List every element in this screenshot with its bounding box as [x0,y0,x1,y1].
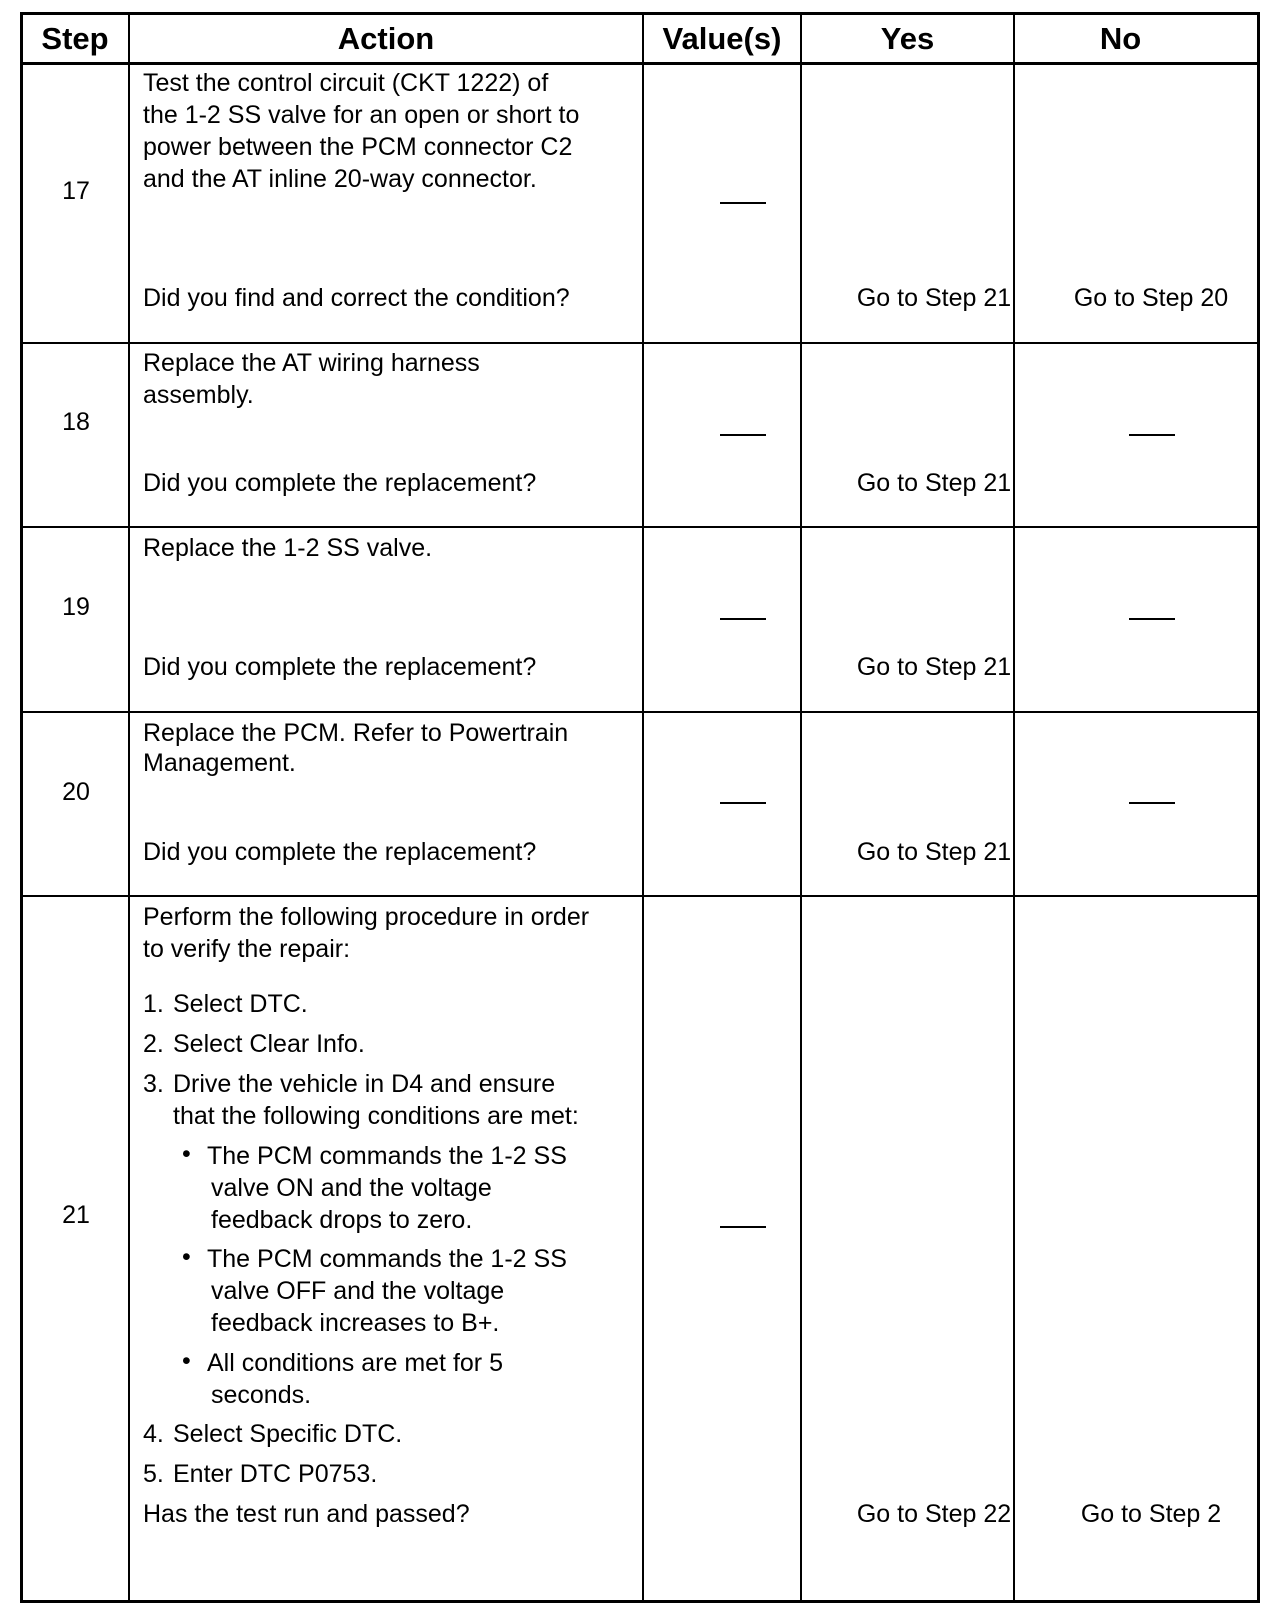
bullet-item: feedback drops to zero. [211,1206,473,1234]
bullet-icon: • [182,1243,191,1271]
step-number: 20 [62,778,90,806]
bullet-item: valve ON and the voltage [211,1174,492,1202]
bullet-item: The PCM commands the 1-2 SS [207,1245,567,1273]
header-step: Step [41,21,109,56]
list-item-number: 5. [143,1460,164,1488]
list-item: Select DTC. [173,990,308,1018]
bullet-item: feedback increases to B+. [211,1309,500,1337]
action-text: assembly. [143,381,254,409]
header-yes: Yes [880,21,935,56]
list-item: that the following conditions are met: [173,1102,579,1130]
yes-action: Go to Step 22 [856,1500,1012,1528]
header-values: Value(s) [662,21,782,56]
row-divider [20,895,1260,897]
value-dash [720,802,766,804]
action-question: Did you find and correct the condition? [143,284,570,312]
bullet-item: The PCM commands the 1-2 SS [207,1142,567,1170]
value-dash [720,618,766,620]
value-dash [720,202,766,204]
action-text: Replace the PCM. Refer to Powertrain [143,719,569,747]
row-divider [20,526,1260,528]
list-item: Select Clear Info. [173,1030,365,1058]
action-question: Did you complete the replacement? [143,838,537,866]
list-item: Enter DTC P0753. [173,1460,378,1488]
action-text: Test the control circuit (CKT 1222) of [143,69,549,97]
diagnostic-table [20,12,1260,1603]
no-action: Go to Step 20 [1073,284,1229,312]
bullet-icon: • [182,1140,191,1168]
value-dash [720,1226,766,1228]
row-divider [20,342,1260,344]
bullet-item: All conditions are met for 5 [207,1349,503,1377]
action-text: and the AT inline 20-way connector. [143,165,537,193]
action-question: Has the test run and passed? [143,1500,470,1528]
column-divider [1013,12,1015,1603]
no-dash [1129,802,1175,804]
step-number: 19 [62,593,90,621]
bullet-item: valve OFF and the voltage [211,1277,505,1305]
no-action: Go to Step 2 [1080,1500,1222,1528]
step-number: 21 [62,1201,90,1229]
column-divider [800,12,802,1603]
yes-action: Go to Step 21 [856,469,1012,497]
column-divider [642,12,644,1603]
action-text: Replace the 1-2 SS valve. [143,534,433,562]
yes-action: Go to Step 21 [856,284,1012,312]
action-text: Management. [143,749,296,777]
yes-action: Go to Step 21 [856,838,1012,866]
action-text: Replace the AT wiring harness [143,349,480,377]
header-no: No [1099,21,1142,56]
list-item-number: 3. [143,1070,164,1098]
row-divider [20,711,1260,713]
action-text: to verify the repair: [143,935,351,963]
list-item: Drive the vehicle in D4 and ensure [173,1070,556,1098]
yes-action: Go to Step 21 [856,653,1012,681]
column-divider [128,12,130,1603]
action-text: the 1-2 SS valve for an open or short to [143,101,580,129]
list-item: Select Specific DTC. [173,1420,403,1448]
step-number: 18 [62,408,90,436]
action-question: Did you complete the replacement? [143,469,537,497]
step-number: 17 [62,177,90,205]
no-dash [1129,434,1175,436]
value-dash [720,434,766,436]
bullet-icon: • [182,1347,191,1375]
action-question: Did you complete the replacement? [143,653,537,681]
no-dash [1129,618,1175,620]
action-text: power between the PCM connector C2 [143,133,573,161]
bullet-item: seconds. [211,1381,312,1409]
list-item-number: 1. [143,990,164,1018]
action-text: Perform the following procedure in order [143,903,590,931]
list-item-number: 2. [143,1030,164,1058]
list-item-number: 4. [143,1420,164,1448]
header-action: Action [337,21,435,56]
